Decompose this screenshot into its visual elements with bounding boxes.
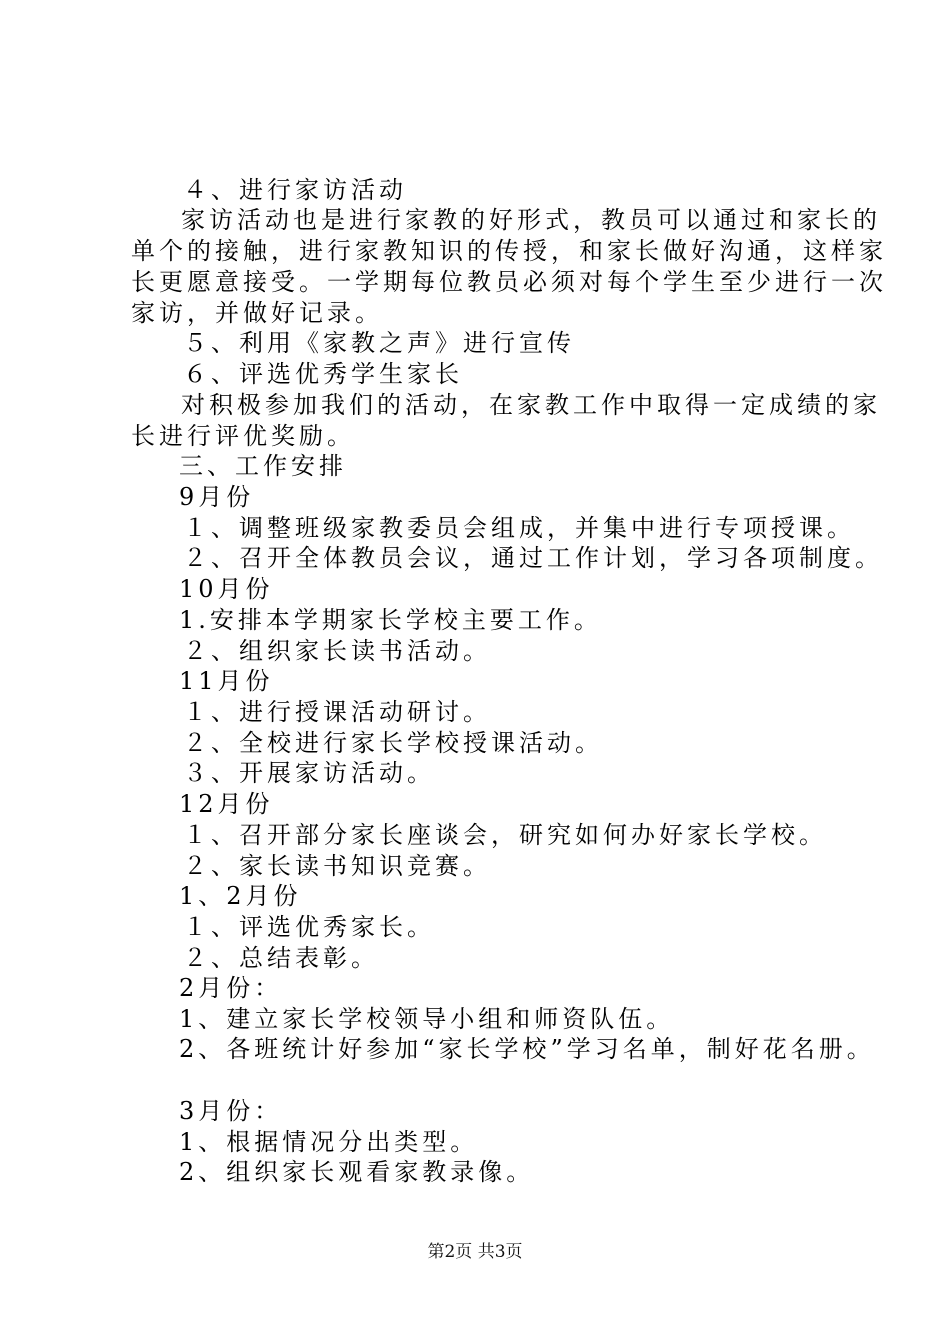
list-item: 2、各班统计好参加“家长学校”学习名单，制好花名册。: [179, 1035, 875, 1063]
month-heading-september: 9月份: [179, 483, 255, 511]
list-item: １、召开部分家长座谈会，研究如何办好家长学校。: [183, 821, 827, 849]
list-item: ２、总结表彰。: [183, 944, 379, 972]
list-item: ２、家长读书知识竞赛。: [183, 852, 491, 880]
paragraph-line: 对积极参加我们的活动，在家教工作中取得一定成绩的家: [181, 391, 881, 419]
heading-home-visit: ４、进行家访活动: [183, 176, 407, 204]
list-item: １、调整班级家教委员会组成，并集中进行专项授课。: [183, 514, 855, 542]
list-item: 1、建立家长学校领导小组和师资队伍。: [179, 1005, 675, 1033]
list-item: 2、组织家长观看家教录像。: [179, 1158, 535, 1186]
paragraph-line: 单个的接触，进行家教知识的传授，和家长做好沟通，这样家: [131, 237, 887, 265]
page-number-label: 第2页 共3页: [427, 1242, 523, 1262]
paragraph-line: 长更愿意接受。一学期每位教员必须对每个学生至少进行一次: [131, 268, 887, 296]
list-item: ２、全校进行家长学校授课活动。: [183, 729, 603, 757]
month-heading-october: 10月份: [179, 575, 274, 603]
month-heading-march: 3月份：: [179, 1097, 283, 1125]
list-item: １、进行授课活动研讨。: [183, 698, 491, 726]
list-item: 1.安排本学期家长学校主要工作。: [179, 606, 602, 634]
list-item: ２、召开全体教员会议，通过工作计划，学习各项制度。: [183, 544, 883, 572]
heading-parent-selection: ６、评选优秀学生家长: [183, 360, 463, 388]
month-heading-february: 2月份：: [179, 974, 283, 1002]
month-heading-december: 12月份: [179, 790, 274, 818]
list-item: １、评选优秀家长。: [183, 913, 435, 941]
paragraph-line: 家访，并做好记录。: [131, 299, 383, 327]
month-heading-jan-feb: 1、2月份: [179, 882, 302, 910]
month-heading-november: 11月份: [179, 667, 274, 695]
heading-publicity: ５、利用《家教之声》进行宣传: [183, 329, 575, 357]
list-item: 1、根据情况分出类型。: [179, 1128, 479, 1156]
list-item: ２、组织家长读书活动。: [183, 637, 491, 665]
section-heading-work-plan: 三、工作安排: [179, 452, 347, 480]
paragraph-line: 长进行评优奖励。: [131, 422, 355, 450]
paragraph-line: 家访活动也是进行家教的好形式，教员可以通过和家长的: [181, 206, 881, 234]
page-footer: [0, 1241, 950, 1263]
list-item: ３、开展家访活动。: [183, 759, 435, 787]
